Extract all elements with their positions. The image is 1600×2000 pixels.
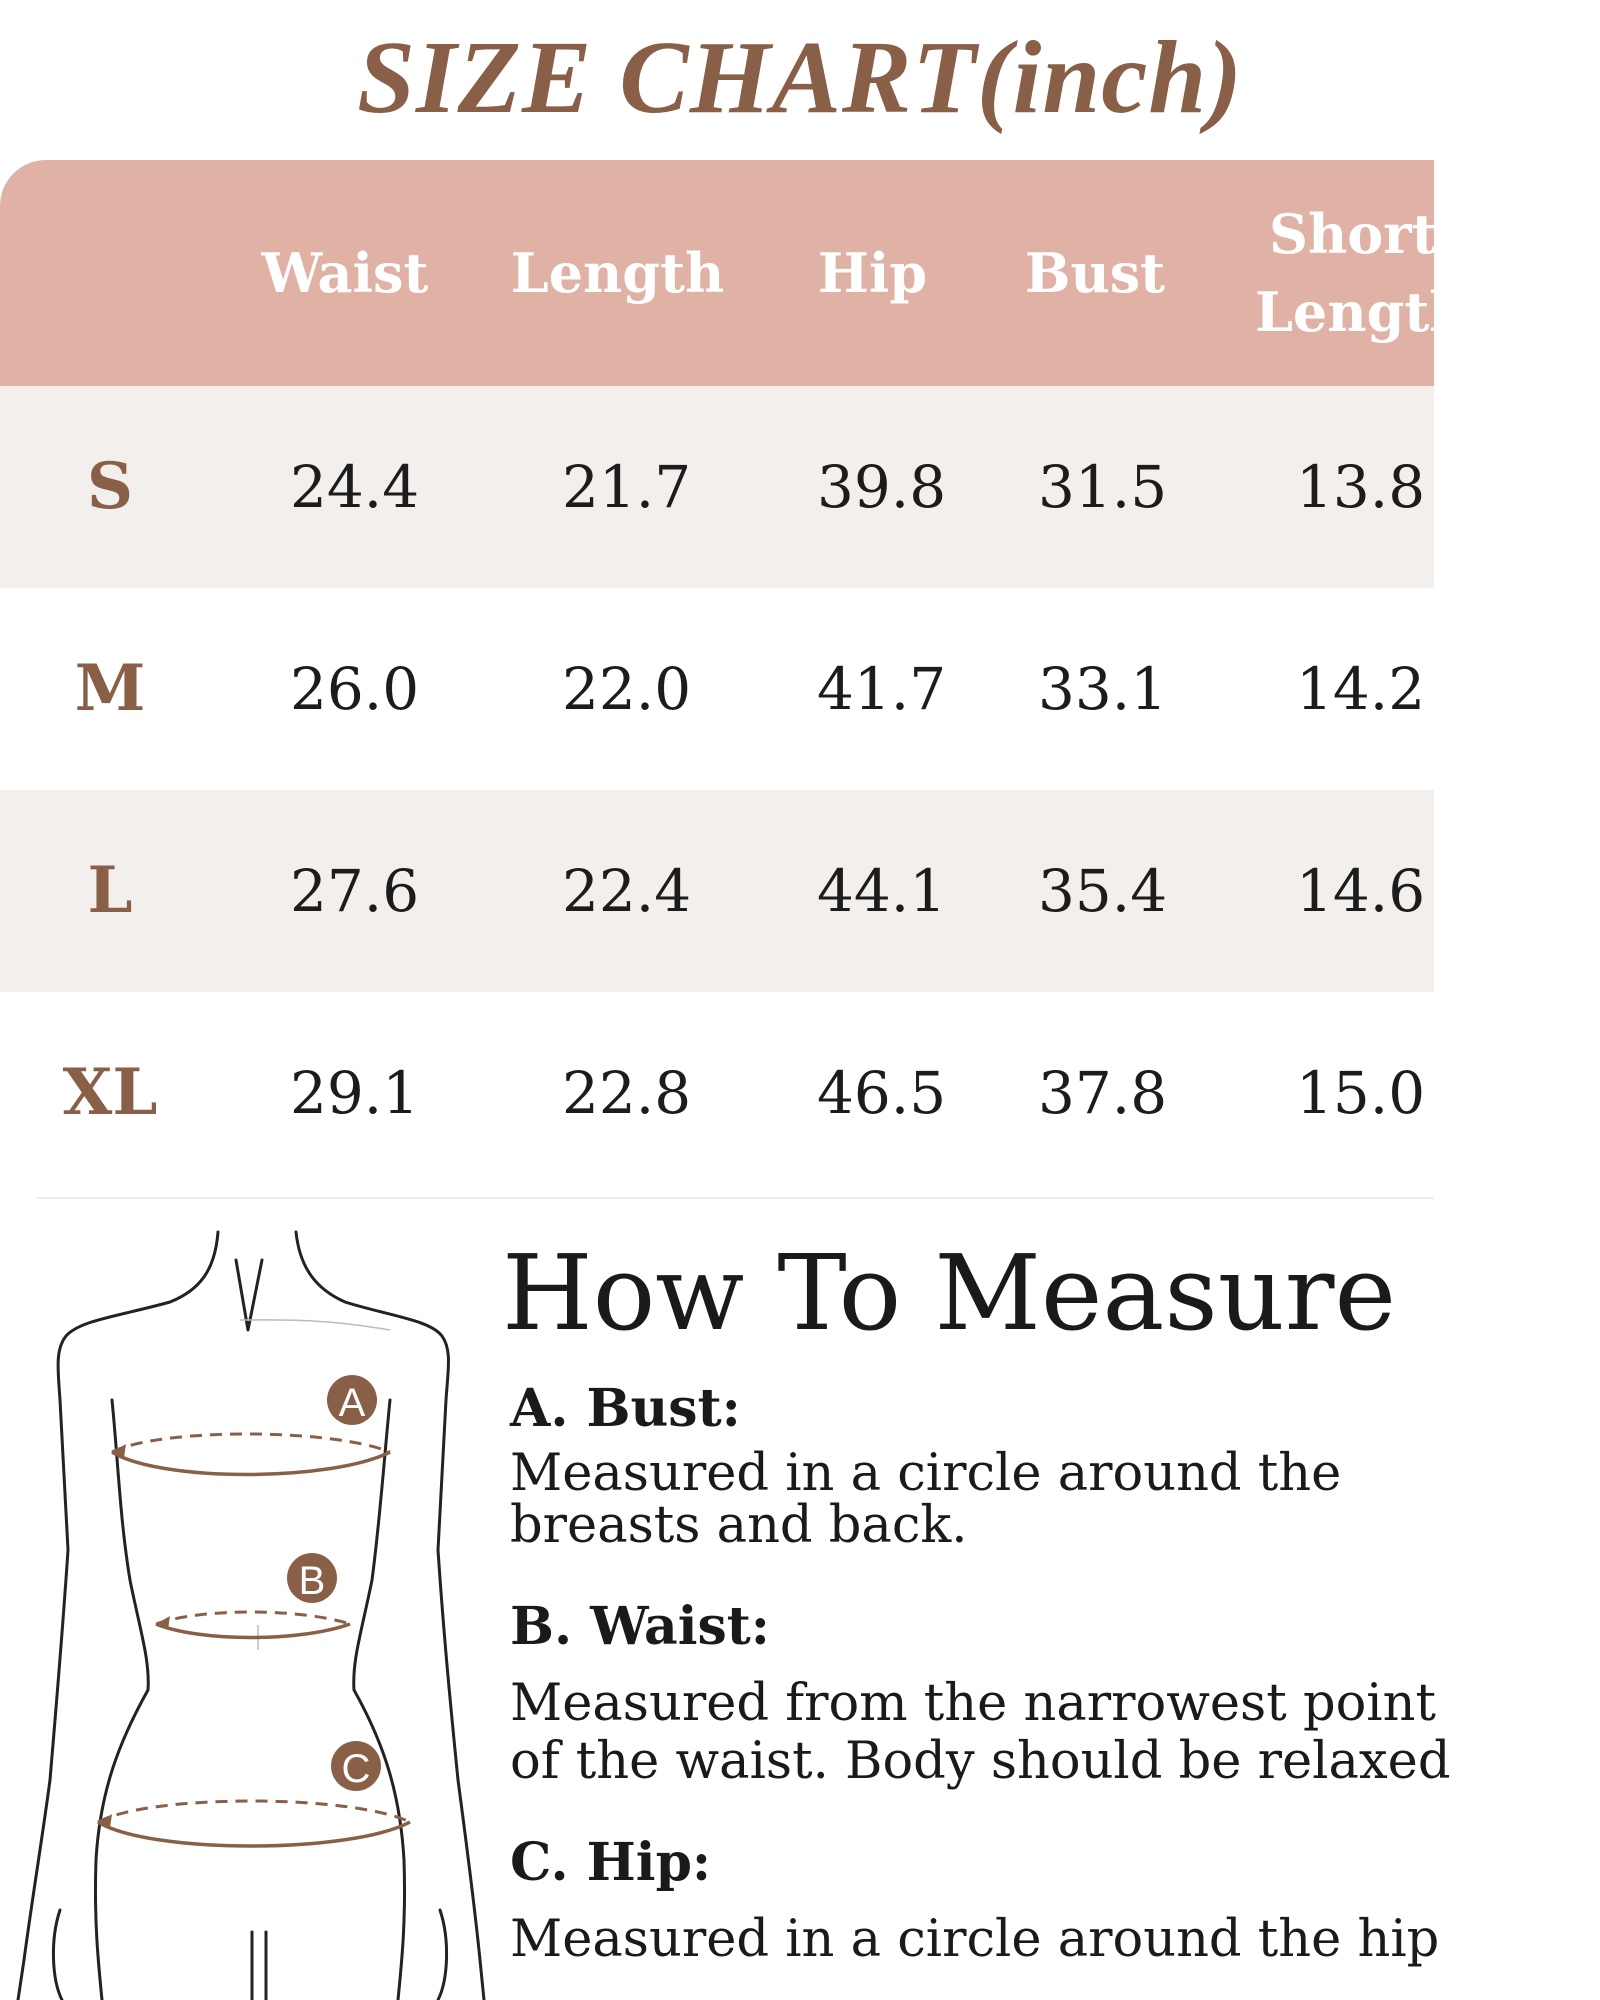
header-shorts-length	[1255, 160, 1469, 386]
bust-value: 33.1	[1038, 655, 1168, 723]
shorts-length-value: 13.8	[1296, 453, 1426, 521]
bust-value: 37.8	[1038, 1059, 1168, 1127]
bust-value: 35.4	[1038, 857, 1168, 925]
section-divider	[36, 1197, 1434, 1199]
bust-value: 31.5	[1038, 453, 1168, 521]
how-to-measure-heading: How To Measure	[502, 1232, 1397, 1354]
waist-value: 24.4	[290, 453, 420, 521]
hip-value: 46.5	[817, 1059, 947, 1127]
shorts-length-value: 14.2	[1296, 655, 1426, 723]
size-label: L	[87, 853, 133, 928]
hip-title: C. Hip:	[510, 1832, 712, 1893]
shorts-length-value: 14.6	[1296, 857, 1426, 925]
size-label: S	[86, 449, 134, 524]
waist-value: 26.0	[290, 655, 420, 723]
length-value: 22.8	[562, 1059, 692, 1127]
header-waist: Waist	[261, 240, 429, 305]
bust-desc-line2: breasts and back.	[510, 1496, 968, 1555]
header-shorts-line2: Length	[1255, 280, 1469, 344]
waist-title: B. Waist:	[510, 1596, 770, 1657]
shorts-length-value: 15.0	[1296, 1059, 1426, 1127]
header-hip: Hip	[817, 240, 928, 305]
bust-title: A. Bust:	[510, 1378, 741, 1439]
page-title: SIZE CHART(inch)	[357, 20, 1243, 135]
table-row	[0, 790, 1434, 992]
table-row	[0, 386, 1434, 588]
length-value: 22.0	[562, 655, 692, 723]
length-value: 22.4	[562, 857, 692, 925]
waist-value: 27.6	[290, 857, 420, 925]
hip-value: 41.7	[817, 655, 947, 723]
table-header	[0, 160, 1469, 386]
size-label: XL	[62, 1055, 158, 1130]
waist-desc-line2: of the waist. Body should be relaxed	[510, 1732, 1451, 1791]
size-label: M	[74, 651, 146, 726]
body-figure-illustration	[0, 1220, 500, 2000]
table-row	[0, 588, 1434, 790]
header-shorts-line1: Shorts	[1269, 201, 1468, 266]
table-row	[0, 992, 1434, 1194]
hip-value: 44.1	[817, 857, 947, 925]
waist-value: 29.1	[290, 1059, 420, 1127]
length-value: 21.7	[562, 453, 692, 521]
waist-desc-line1: Measured from the narrowest point	[510, 1674, 1436, 1733]
hip-value: 39.8	[817, 453, 947, 521]
header-bust: Bust	[1024, 240, 1166, 305]
marker-b-label: B	[298, 1559, 326, 1603]
marker-a-label: A	[338, 1381, 366, 1425]
marker-c-label: C	[341, 1747, 371, 1791]
hip-desc-line1: Measured in a circle around the hip	[510, 1910, 1440, 1969]
bust-desc-line1: Measured in a circle around the	[510, 1444, 1342, 1503]
header-length: Length	[510, 240, 725, 305]
